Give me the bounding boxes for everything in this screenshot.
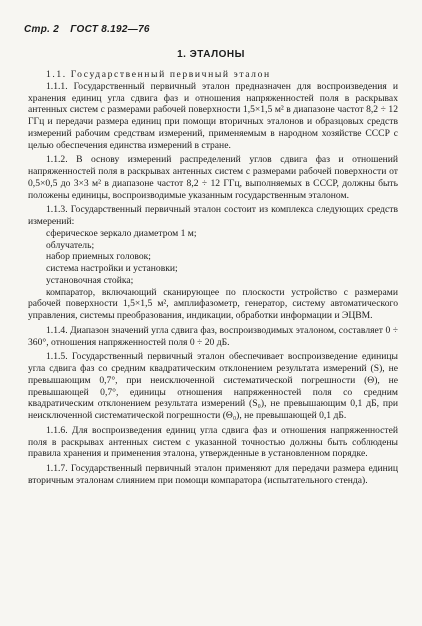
paragraph-1-1-2: 1.1.2. В основу измерений распределений углов сдвига фаз и отношений напряженностей поля в раскрывах антенных систем с размерами рабочей поверхности от 0,5×0,5 до 3×3 м² в диапазоне частот 8,2 ÷ 12 ГГц, выполняемых в СССР, должны быть положены единицы, воспроизводимые указанным государственным эталоном. [28, 154, 398, 201]
list-item: система настройки и установки; [46, 263, 178, 274]
list-item: набор приемных головок; [46, 251, 151, 263]
section-title: 1. ЭТАЛОНЫ [177, 49, 245, 60]
paragraph-1-1-1: 1.1.1. Государственный первичный эталон предназначен для воспроизведения и хранения единиц угла сдвига фаз и отношения напряженностей поля в раскрывах антенных систем с размерами рабочей поверхности 1,5×1,5 м² в диапазоне частот 8,2 ÷ 12 ГГц и передачи размера единиц при помощи вторичных эталонов и образцовых средств измерений рабочим средствам измерений, применяемым в народном хозяйстве СССР с целью обеспечения единства измерений в стране. [28, 80, 398, 151]
list-item: облучатель; [46, 239, 95, 251]
subsection-heading: 1.1. Государственный первичный эталон [46, 69, 271, 80]
paragraph-1-1-5: 1.1.5. Государственный первичный эталон обеспечивает воспроизведение единицы угла сдвига фаз со средним квадратическим отклонением результата измерений (S), не превышающим 0,7°, при неисключенной систематической погрешности (Θ), не превышающей 0,7°, единицы отношения напряженностей поля со средним квадратическим отклонением результата измерений (S₀), не превышающим 0,1 дБ, при неисключенной систематической погрешности (Θ₀), не превышающей 0,1 дБ. [28, 351, 398, 421]
page-number: Стр. 2 [24, 24, 60, 35]
paragraph-1-1-3: 1.1.3. Государственный первичный эталон состоит из комплекса следующих средств измерений: [28, 204, 398, 227]
list-item: установочная стойка; [46, 274, 134, 286]
paragraph-1-1-6: 1.1.6. Для воспроизведения единиц угла сдвига фаз и отношения напряженностей поля в раскрывах антенных систем с указанной точностью должны быть соблюдены правила хранения и применения эталона, утвержденные в установленном порядке. [28, 424, 398, 460]
paragraph-1-1-7: 1.1.7. Государственный первичный эталон применяют для передачи размера единиц вторичным эталонам слиянием при помощи компаратора (испытательного стенда). [28, 463, 398, 486]
paragraph-1-1-4: 1.1.4. Диапазон значений угла сдвига фаз, воспроизводимых эталоном, составляет 0 ÷ 360°, отношения напряженностей поля 0 ÷ 20 дБ. [28, 324, 398, 348]
standard-code: ГОСТ 8.192—76 [70, 24, 150, 35]
comparator-paragraph: компаратор, включающий сканирующее по плоскости устройство с размерами рабочей поверхности 1,5×1,5 м², амплифазометр, генератор, систему автоматического управления, системы преобразования, индикации, обработки информации и ЭЦВМ. [28, 286, 398, 321]
document-body [28, 69, 398, 487]
page-header [24, 24, 158, 35]
list-item: сферическое зеркало диаметром 1 м; [46, 227, 197, 239]
